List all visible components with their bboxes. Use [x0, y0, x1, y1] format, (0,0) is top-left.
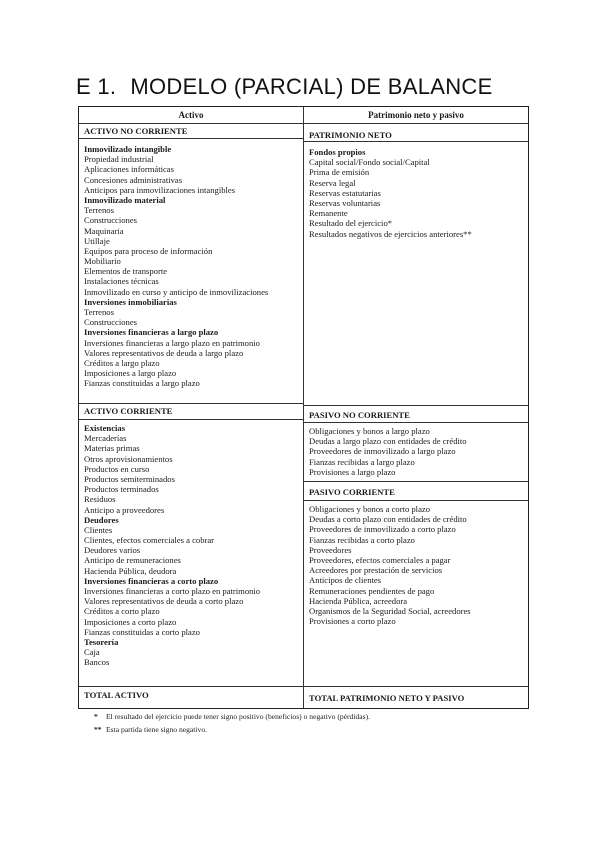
list-item: Deudas a largo plazo con entidades de crédito [309, 436, 467, 447]
list-item: Reservas estatutarias [309, 187, 381, 198]
list-item: Fianzas recibidas a largo plazo [309, 456, 415, 467]
exercise-number: E 1. [76, 74, 117, 99]
list-item: Instalaciones técnicas [84, 276, 159, 287]
list-item: Maquinaria [84, 225, 124, 236]
patrimonio-neto-list [309, 147, 472, 239]
list-item: Inmovilizado en curso y anticipo de inmovilizaciones [84, 286, 269, 297]
list-item: Caja [84, 647, 100, 658]
list-item: Valores representativos de deuda a largo plazo [84, 347, 244, 358]
list-item: Hacienda Pública, deudora [84, 565, 177, 576]
list-item: Terrenos [84, 307, 114, 317]
list-item: Utillaje [84, 235, 110, 246]
footnote-mark: ** [94, 725, 102, 734]
pasivo-corriente-list [309, 504, 471, 626]
list-item: Inversiones inmobiliarias [84, 296, 177, 307]
list-item: Prima de emisión [309, 167, 370, 178]
footnote-2 [94, 725, 207, 734]
section-underline [79, 419, 303, 420]
list-item: Créditos a corto plazo [84, 606, 160, 617]
column-divider [303, 107, 304, 708]
section-divider [79, 403, 303, 404]
list-item: Equipos para proceso de información [84, 245, 213, 256]
page-title [76, 74, 493, 100]
list-item: Terrenos [84, 205, 114, 216]
list-item: Residuos [84, 494, 116, 505]
title-text: MODELO (PARCIAL) DE BALANCE [130, 74, 493, 99]
list-item: Reservas voluntarias [309, 197, 381, 208]
footnote-mark: * [94, 712, 98, 721]
list-item: Propiedad industrial [84, 154, 154, 165]
list-item: Imposiciones a corto plazo [84, 616, 177, 627]
total-patrimonio-pasivo: TOTAL PATRIMONIO NETO Y PASIVO [309, 693, 465, 703]
pasivo-no-corriente-list [309, 426, 467, 477]
list-item: Proveedores, efectos comerciales a pagar [309, 554, 451, 565]
list-item: Créditos a largo plazo [84, 357, 160, 368]
list-item: Fianzas constituidas a corto plazo [84, 626, 200, 637]
list-item: Materias primas [84, 443, 140, 454]
list-item: Clientes, efectos comerciales a cobrar [84, 535, 215, 546]
list-item: Construcciones [84, 215, 137, 226]
list-item: Obligaciones y bonos a largo plazo [309, 426, 430, 436]
section-underline [304, 500, 528, 501]
list-item: Anticipo a proveedores [84, 504, 165, 515]
list-item: Obligaciones y bonos a corto plazo [309, 504, 430, 514]
activo-no-corriente-list [84, 144, 268, 389]
list-item: Organismos de la Seguridad Social, acreedores [309, 605, 471, 616]
list-item: Remanente [309, 208, 348, 219]
header-activo: Activo [178, 110, 204, 120]
list-item: Productos terminados [84, 484, 159, 495]
total-activo: TOTAL ACTIVO [84, 690, 149, 700]
list-item: Anticipos de clientes [309, 575, 382, 586]
list-item: Resultados negativos de ejercicios anteriores** [309, 228, 472, 239]
section-pasivo-corriente: PASIVO CORRIENTE [309, 487, 395, 497]
list-item: Acreedores por prestación de servicios [309, 565, 443, 576]
list-item: Resultado del ejercicio* [309, 218, 393, 229]
footnote-text: Esta partida tiene signo negativo. [106, 725, 208, 734]
list-item: Anticipos para inmovilizaciones intangibles [84, 184, 236, 195]
header-patrimonio-pasivo: Patrimonio neto y pasivo [368, 110, 464, 120]
list-item: Proveedores [309, 544, 352, 555]
list-item: Tesorería [84, 636, 119, 647]
list-item: Remuneraciones pendientes de pago [309, 585, 435, 596]
list-item: Concesiones administrativas [84, 174, 183, 185]
list-item: Fianzas constituidas a largo plazo [84, 378, 200, 389]
section-underline [304, 141, 528, 142]
list-item: Elementos de transporte [84, 266, 168, 277]
list-item: Inversiones financieras a corto plazo [84, 575, 219, 586]
section-underline [304, 422, 528, 423]
section-divider [304, 481, 528, 482]
list-item: Aplicaciones informáticas [84, 164, 174, 175]
list-item: Bancos [84, 657, 110, 668]
section-patrimonio-neto: PATRIMONIO NETO [309, 130, 392, 140]
list-item: Imposiciones a largo plazo [84, 368, 177, 379]
list-item: Inversiones financieras a largo plazo en patrimonio [84, 337, 260, 348]
list-item: Proveedores de inmovilizado a corto plazo [309, 524, 456, 535]
list-item: Otros aprovisionamientos [84, 453, 173, 464]
list-item: Proveedores de inmovilizado a largo plazo [309, 446, 456, 457]
section-activo-corriente: ACTIVO CORRIENTE [84, 406, 173, 416]
list-item: Provisiones a corto plazo [309, 616, 396, 627]
list-item: Fondos propios [309, 147, 366, 157]
list-item: Existencias [84, 423, 126, 433]
section-activo-no-corriente: ACTIVO NO CORRIENTE [84, 126, 188, 136]
list-item: Inmovilizado material [84, 194, 166, 205]
activo-corriente-list [84, 423, 260, 668]
list-item: Valores representativos de deuda a corto plazo [84, 596, 244, 607]
section-divider [304, 405, 528, 406]
totals-divider [79, 686, 528, 687]
list-item: Fianzas recibidas a corto plazo [309, 534, 415, 545]
list-item: Inversiones financieras a largo plazo [84, 327, 219, 338]
list-item: Productos semiterminados [84, 473, 175, 484]
list-item: Clientes [84, 524, 113, 535]
list-item: Reserva legal [309, 177, 356, 188]
list-item: Inversiones financieras a corto plazo en patrimonio [84, 586, 261, 596]
list-item: Capital social/Fondo social/Capital [309, 157, 430, 168]
footnote-1 [94, 712, 370, 721]
list-item: Deudas a corto plazo con entidades de crédito [309, 514, 467, 525]
list-item: Hacienda Pública, acreedora [309, 595, 408, 606]
balance-table [78, 106, 529, 709]
section-pasivo-no-corriente: PASIVO NO CORRIENTE [309, 410, 410, 420]
list-item: Provisiones a largo plazo [309, 466, 396, 477]
section-underline [79, 138, 303, 139]
list-item: Deudores [84, 514, 119, 525]
list-item: Inmovilizado intangible [84, 144, 172, 154]
list-item: Anticipo de remuneraciones [84, 555, 181, 566]
list-item: Deudores varios [84, 545, 141, 556]
list-item: Productos en curso [84, 463, 150, 474]
list-item: Construcciones [84, 317, 137, 328]
list-item: Mercaderías [84, 433, 127, 444]
header-divider [79, 123, 528, 124]
footnote-text: El resultado del ejercicio puede tener signo positivo (beneficios) o negativo (pérdidas). [106, 712, 371, 721]
list-item: Mobiliario [84, 256, 121, 267]
